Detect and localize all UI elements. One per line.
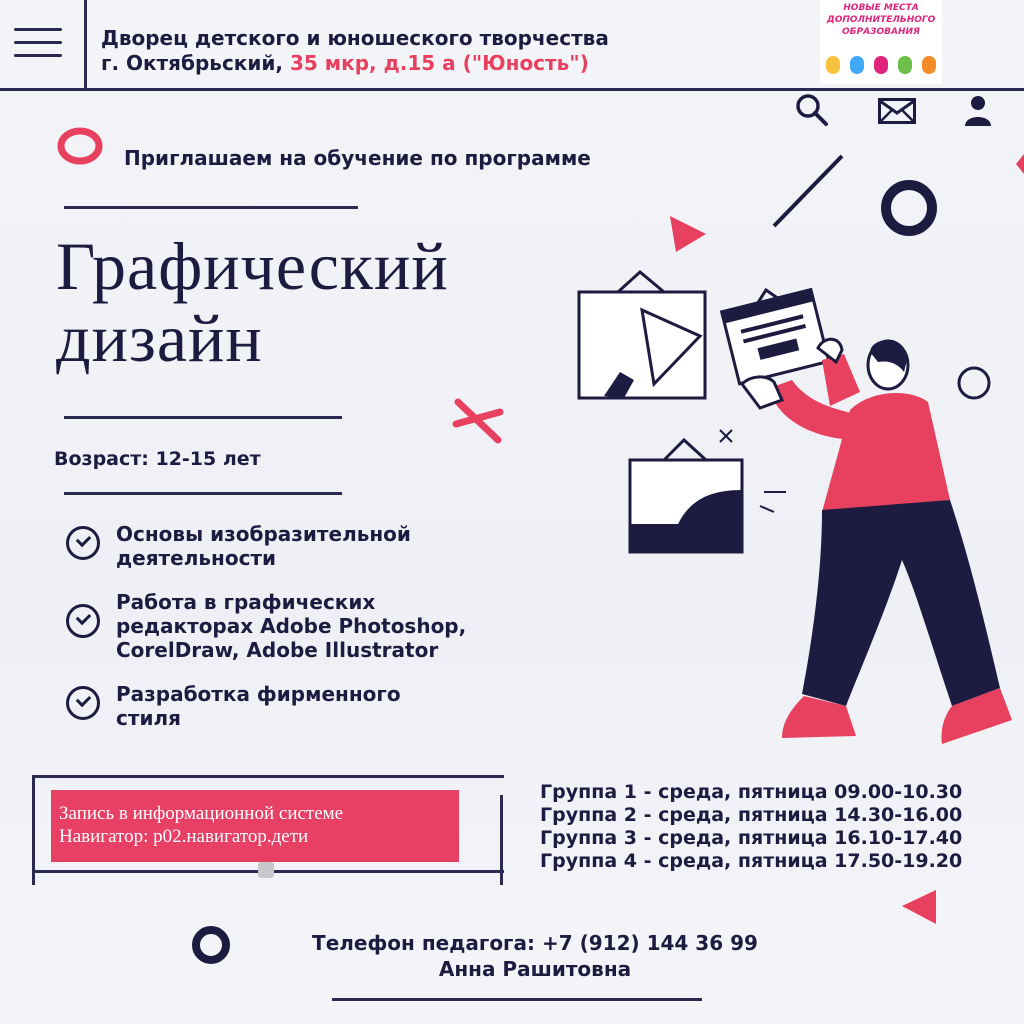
ring-decoration-icon bbox=[190, 924, 232, 966]
schedule-row: Группа 1 - среда, пятница 09.00-10.30 bbox=[540, 781, 963, 803]
mail-icon[interactable] bbox=[878, 98, 916, 124]
list-item-line: Разработка фирменного bbox=[116, 682, 401, 706]
organization-name bbox=[101, 26, 609, 76]
frame-tick bbox=[32, 775, 35, 885]
schedule-row: Группа 3 - среда, пятница 16.10-17.40 bbox=[540, 827, 963, 849]
divider bbox=[64, 492, 342, 495]
list-item bbox=[66, 522, 516, 570]
list-item-text bbox=[116, 590, 516, 662]
check-circle-icon bbox=[66, 604, 100, 638]
triangle-decoration-icon bbox=[900, 888, 938, 926]
list-item-text bbox=[116, 522, 516, 570]
org-city: г. Октябрьский, bbox=[101, 51, 284, 75]
title-line-1: Графический bbox=[56, 228, 449, 304]
contact-info bbox=[270, 930, 800, 982]
badge-text: НОВЫЕ МЕСТА ДОПОЛНИТЕЛЬНОГО ОБРАЗОВАНИЯ bbox=[826, 3, 936, 37]
header-divider bbox=[84, 0, 87, 88]
browser-window bbox=[722, 290, 829, 384]
triangle-decoration bbox=[670, 216, 706, 252]
badge-kids-illustration bbox=[826, 56, 936, 76]
check-circle-icon bbox=[66, 526, 100, 560]
schedule-row: Группа 4 - среда, пятница 17.50-19.20 bbox=[540, 850, 963, 872]
divider bbox=[332, 998, 702, 1001]
list-item-line: деятельности bbox=[116, 546, 277, 570]
divider bbox=[34, 775, 504, 778]
list-item-line: CorelDraw, Adobe Illustrator bbox=[116, 638, 439, 662]
frame-tick bbox=[500, 795, 503, 885]
ring-decoration-icon bbox=[56, 126, 104, 166]
invite-text: Приглашаем на обучение по программе bbox=[124, 146, 591, 170]
cross-decoration-icon bbox=[450, 394, 506, 446]
check-circle-icon bbox=[66, 686, 100, 720]
age-label: Возраст: 12-15 лет bbox=[54, 448, 261, 470]
teacher-name: Анна Рашитовна bbox=[438, 957, 632, 981]
menu-icon[interactable] bbox=[14, 22, 62, 62]
new-places-logo bbox=[820, 0, 942, 84]
link-icon bbox=[258, 862, 274, 878]
designer-illustration bbox=[560, 140, 1024, 760]
org-line-2 bbox=[101, 51, 609, 76]
registration-line-2: Навигатор: р02.навигатор.дети bbox=[59, 826, 309, 847]
divider bbox=[64, 206, 358, 209]
ring-decoration bbox=[959, 368, 989, 398]
line-decoration bbox=[774, 156, 842, 226]
org-line-1: Дворец детского и юношеского творчества bbox=[101, 26, 609, 50]
schedule-list bbox=[540, 781, 962, 873]
list-item-line: Основы изобразительной bbox=[116, 522, 411, 546]
list-item bbox=[66, 682, 516, 730]
program-title bbox=[56, 230, 449, 374]
divider bbox=[64, 416, 342, 419]
list-item bbox=[66, 590, 516, 662]
registration-line-1: Запись в информационной системе bbox=[59, 803, 344, 824]
title-line-2: дизайн bbox=[56, 300, 263, 376]
registration-link[interactable] bbox=[51, 790, 459, 862]
ring-decoration bbox=[886, 185, 932, 231]
user-icon[interactable] bbox=[962, 94, 994, 128]
phone-number: Телефон педагога: +7 (912) 144 36 99 bbox=[312, 931, 758, 955]
org-address: 35 мкр, д.15 а ("Юность") bbox=[289, 51, 589, 75]
list-item-line: редакторах Adobe Photoshop, bbox=[116, 614, 467, 638]
triangle-decoration bbox=[1016, 154, 1024, 174]
list-item-text bbox=[116, 682, 516, 730]
schedule-row: Группа 2 - среда, пятница 14.30-16.00 bbox=[540, 804, 963, 826]
list-item-line: Работа в графических bbox=[116, 590, 376, 614]
search-icon[interactable] bbox=[794, 92, 830, 128]
list-item-line: стиля bbox=[116, 706, 181, 730]
